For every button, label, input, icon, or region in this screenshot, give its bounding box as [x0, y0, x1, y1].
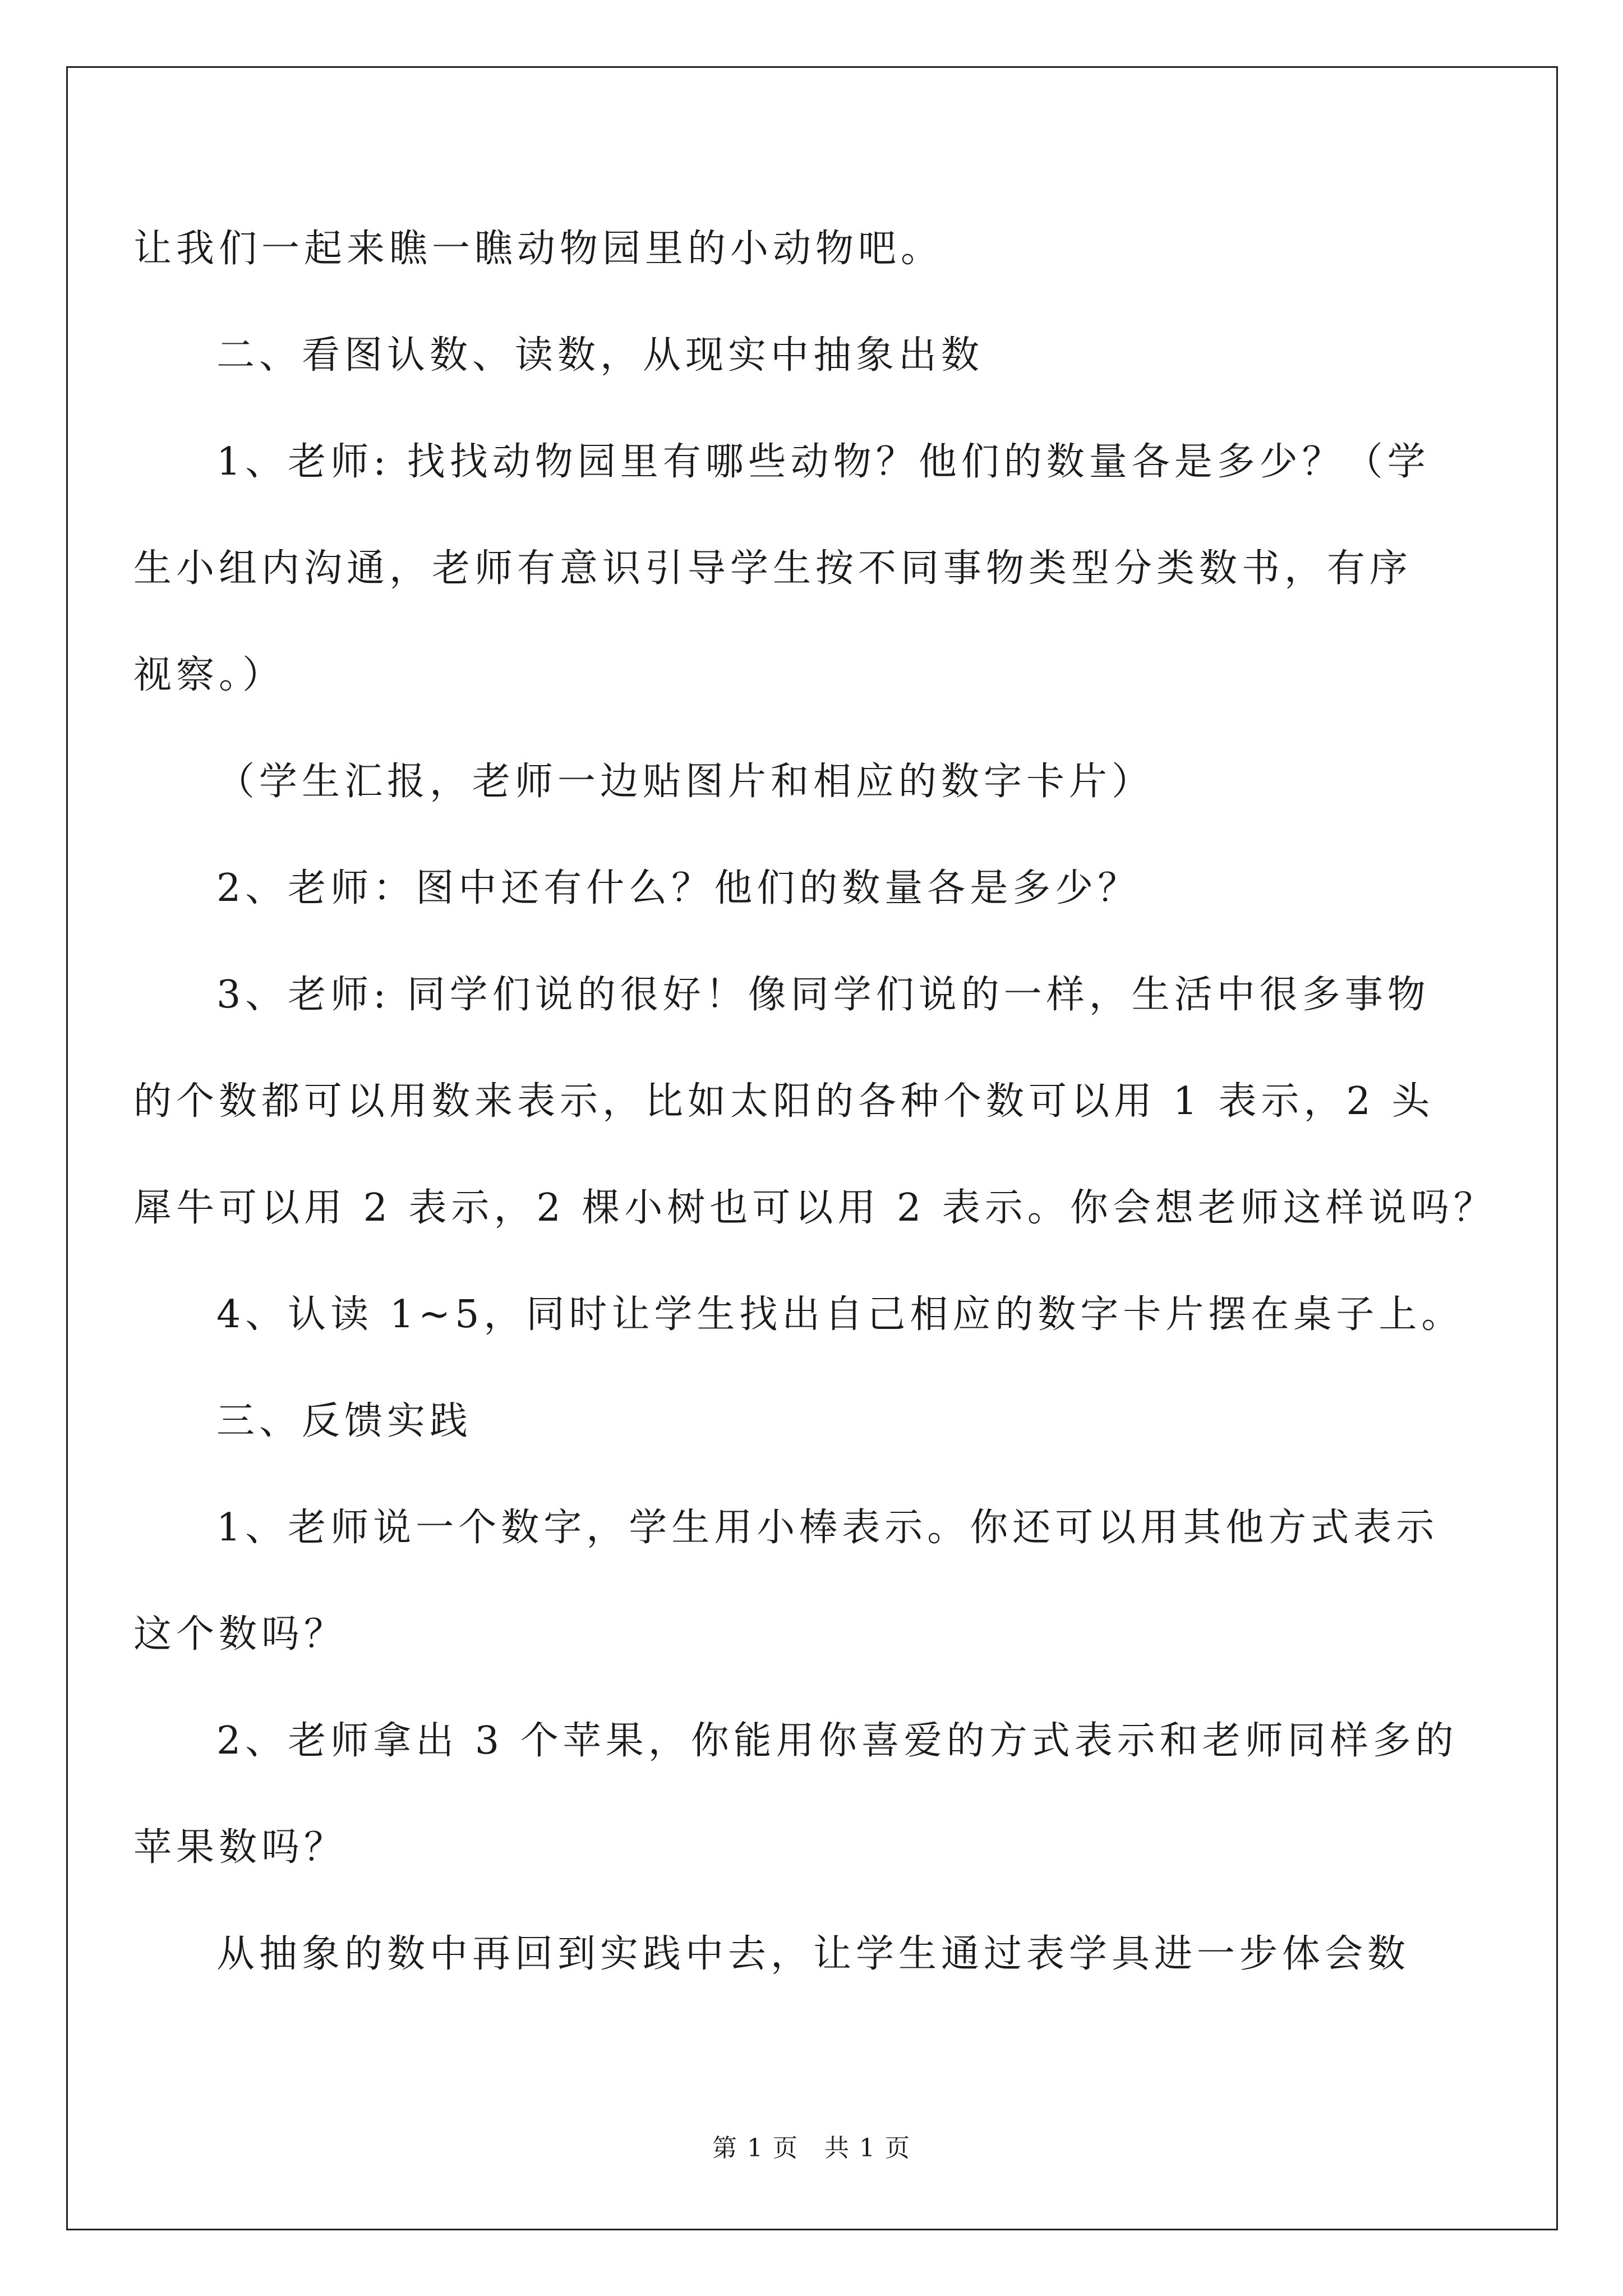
- section-heading: 三、反馈实践: [216, 1399, 473, 1443]
- text-line: （学生汇报，老师一边贴图片和相应的数字卡片）: [216, 760, 1155, 804]
- text-line: 4、认读 1~5，同时让学生找出自己相应的数字卡片摆在桌子上。: [216, 1292, 1464, 1337]
- text-line: 让我们一起来瞧一瞧动物园里的小动物吧。: [133, 227, 944, 271]
- text-line: 的个数都可以用数来表示，比如太阳的各种个数可以用 1 表示，2 头: [133, 1079, 1435, 1124]
- text-line: 1、老师: 找找动物园里有哪些动物？他们的数量各是多少？（学: [216, 440, 1430, 484]
- text-line: 视察。）: [133, 653, 285, 697]
- text-line: 苹果数吗？: [133, 1825, 347, 1870]
- page-border: [66, 66, 1558, 2230]
- text-line: 从抽象的数中再回到实践中去，让学生通过表学具进一步体会数: [216, 1932, 1410, 1976]
- section-heading: 二、看图认数、读数，从现实中抽象出数: [216, 333, 984, 378]
- text-line: 这个数吗？: [133, 1612, 347, 1657]
- text-line: 生小组内沟通，老师有意识引导学生按不同事物类型分类数书，有序: [133, 546, 1413, 591]
- text-line: 犀牛可以用 2 表示，2 棵小树也可以用 2 表示。你会想老师这样说吗？: [133, 1186, 1496, 1230]
- text-line: 2、老师：图中还有什么？他们的数量各是多少？: [216, 866, 1141, 910]
- page-footer: 第 1 页 共 1 页: [712, 2134, 911, 2162]
- text-line: 3、老师: 同学们说的很好！像同学们说的一样，生活中很多事物: [216, 973, 1430, 1017]
- text-line: 2、老师拿出 3 个苹果，你能用你喜爱的方式表示和老师同样多的: [216, 1719, 1458, 1763]
- text-line: 1、老师说一个数字，学生用小棒表示。你还可以用其他方式表示: [216, 1506, 1439, 1550]
